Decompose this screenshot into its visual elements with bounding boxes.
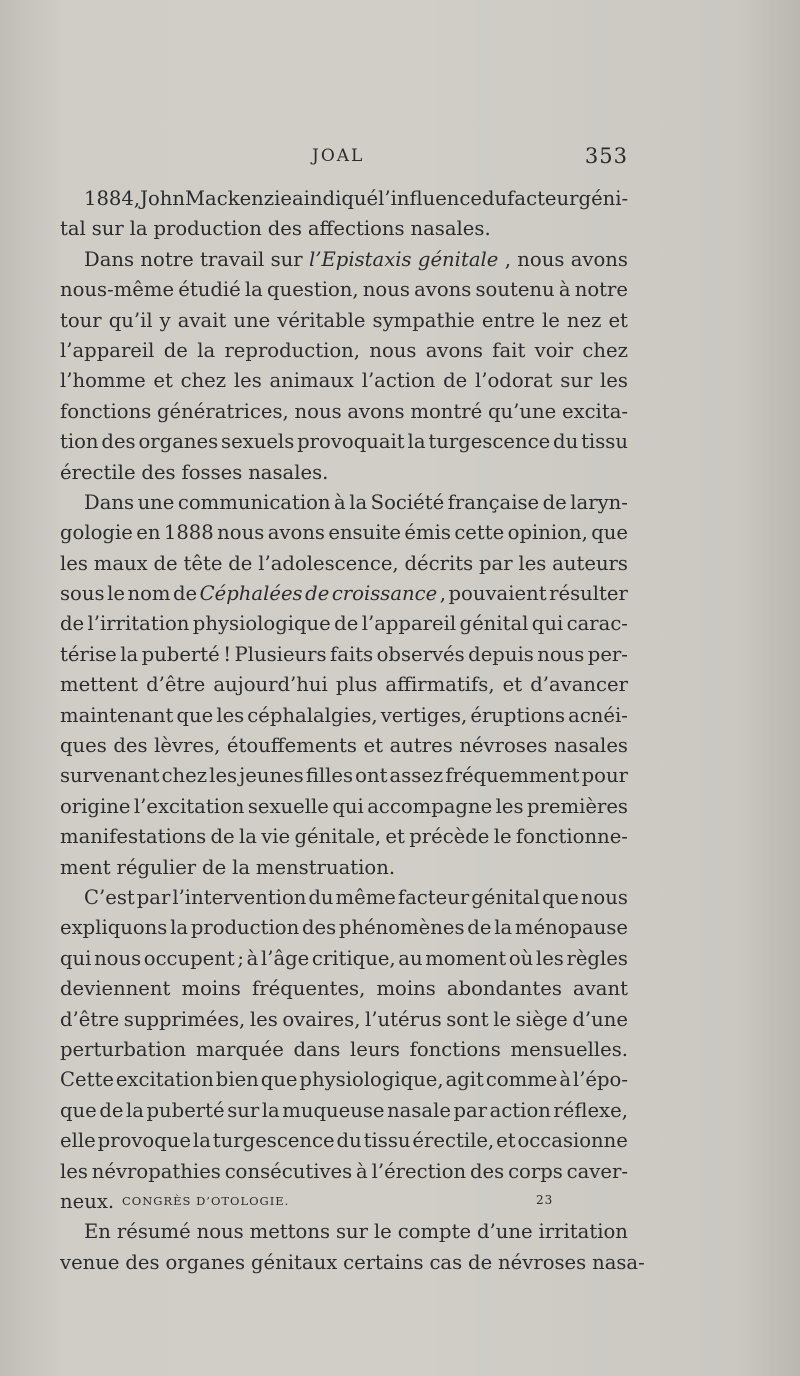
text-line: origine l’excitation sexuelle qui accompagne les premières	[60, 794, 628, 818]
text-line: tal sur la production des affections nasales.	[60, 217, 491, 241]
text-line: maintenant que les céphalalgies, vertiges, éruptions acnéi-	[60, 703, 628, 727]
text-line: En résumé nous mettons sur le compte d’une irritation	[84, 1220, 628, 1244]
paragraph-1	[60, 184, 628, 245]
text-line: les névropathies consécutives à l’érection des corps caver-	[60, 1159, 628, 1183]
paragraph-2	[60, 245, 628, 488]
text-line: érectile des fosses nasales.	[60, 460, 329, 484]
text-line: manifestations de la vie génitale, et précède le fonctionne-	[60, 825, 628, 849]
text-line: les maux de tête de l’adolescence, décrits par les auteurs	[60, 551, 628, 575]
text-line: tour qu’il y avait une véritable sympathie entre le nez et	[60, 308, 628, 332]
text-line: 1884, John Mackenzie a indiqué l’influence du facteur géni-	[84, 187, 629, 210]
paragraph-5	[60, 1217, 645, 1278]
text-line: Dans une communication à la Société française de laryn-	[84, 490, 628, 514]
text-line: qui nous occupent ; à l’âge critique, au moment où les règles	[60, 946, 628, 970]
text-line: mettent d’être aujourd’hui plus affirmatifs, et d’avancer	[60, 673, 628, 697]
text-line: C’est par l’intervention du même facteur génital que nous	[84, 885, 628, 909]
text-line: neux.	[60, 1189, 115, 1213]
text-line: fonctions génératrices, nous avons montré qu’une excita-	[60, 399, 628, 423]
text-line: que de la puberté sur la muqueuse nasale par action réflexe,	[60, 1098, 628, 1122]
text-line: Cette excitation bien que physiologique, agit comme à l’épo-	[60, 1068, 628, 1092]
text-line: Dans notre travail sur l’Epistaxis génitale , nous avons	[84, 247, 628, 271]
text-line: d’être supprimées, les ovaires, l’utérus sont le siège d’une	[60, 1007, 628, 1031]
text-line: expliquons la production des phénomènes de la ménopause	[60, 916, 628, 940]
paragraph-3	[60, 488, 628, 883]
text-line: tion des organes sexuels provoquait la turgescence du tissu	[60, 430, 628, 454]
text-line: nous-même étudié la question, nous avons soutenu à notre	[60, 278, 628, 302]
text-line: ques des lèvres, étouffements et autres névroses nasales	[60, 734, 628, 758]
text-line: ment régulier de la menstruation.	[60, 855, 396, 879]
text-line: gologie en 1888 nous avons ensuite émis cette opinion, que	[60, 521, 628, 545]
text-line: l’appareil de la reproduction, nous avons fait voir chez	[60, 338, 628, 362]
text-line: deviennent moins fréquentes, moins abondantes avant	[60, 977, 628, 1001]
text-line: elle provoque la turgescence du tissu érectile, et occasionne	[60, 1129, 628, 1153]
running-title: JOAL	[312, 146, 365, 166]
signature-label: CONGRÈS D’OTOLOGIE.	[122, 1194, 290, 1208]
text-line: de l’irritation physiologique de l’appareil génital qui carac-	[60, 612, 628, 636]
text-line: térise la puberté ! Plusieurs faits observés depuis nous per-	[60, 642, 628, 666]
text-line: venue des organes génitaux certains cas de névroses nasa-	[60, 1250, 645, 1274]
paragraph-4	[60, 883, 628, 1217]
running-head	[60, 146, 628, 174]
text-line: perturbation marquée dans leurs fonctions mensuelles.	[60, 1037, 628, 1061]
page-footer	[60, 1194, 628, 1214]
text-line: l’homme et chez les animaux l’action de l’odorat sur les	[60, 369, 628, 393]
text-line: survenant chez les jeunes filles ont assez fréquemment pour	[60, 764, 628, 788]
signature-number: 23	[536, 1193, 554, 1207]
text-line: sous le nom de Céphalées de croissance , pouvaient résulter	[60, 582, 628, 606]
page-number: 353	[584, 144, 628, 168]
body-text	[60, 184, 645, 1278]
